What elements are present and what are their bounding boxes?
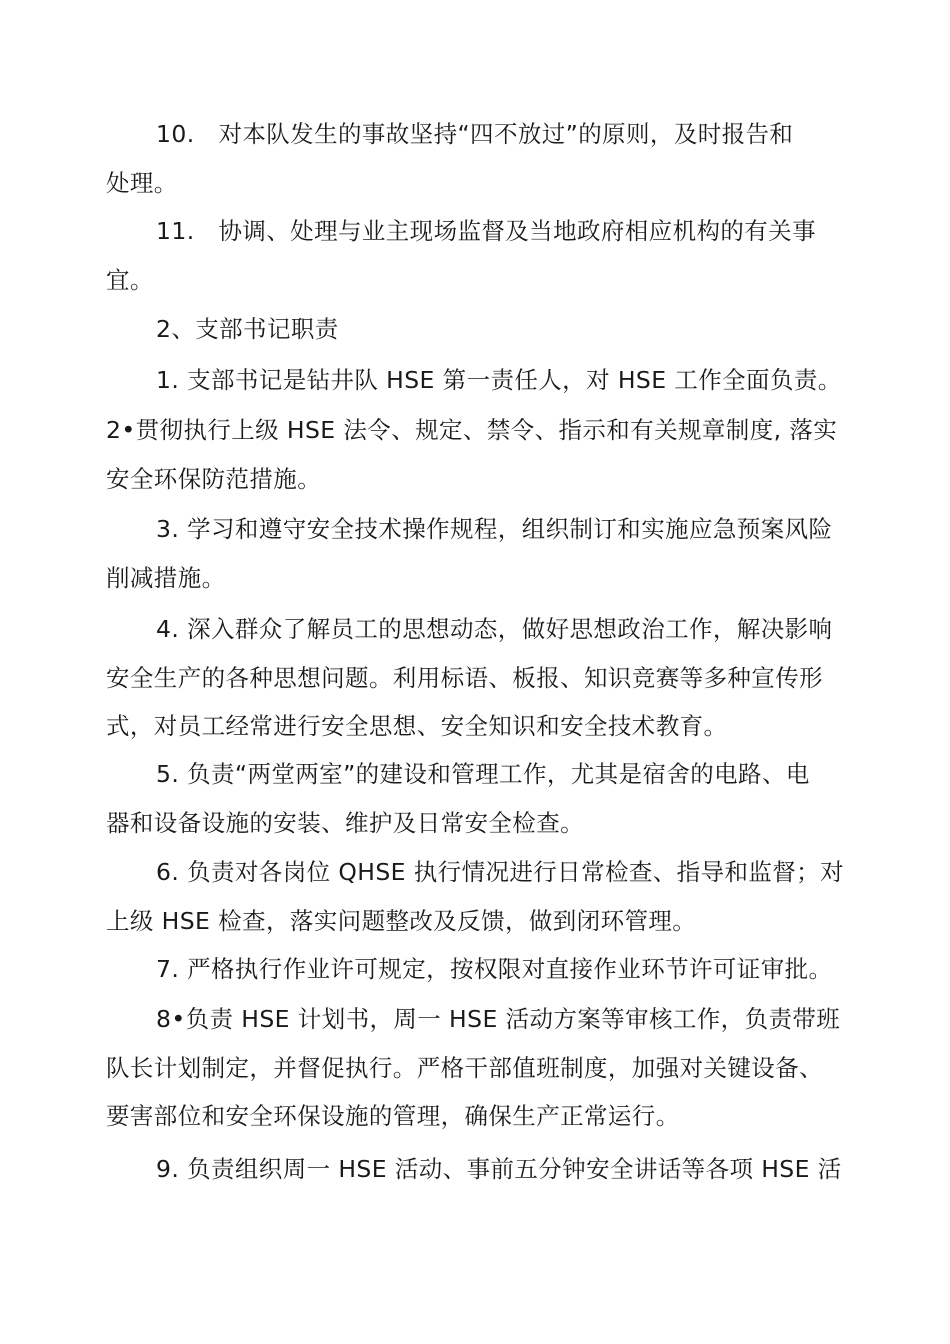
duty-item-1 [106, 356, 846, 405]
paragraph-line: 式，对员工经常进行安全思想、安全知识和安全技术教育。 [106, 712, 728, 740]
paragraph-line: 削减措施。 [106, 563, 226, 592]
paragraph-line: 宜。 [106, 265, 154, 294]
paragraph-line: 处理。 [106, 168, 178, 197]
paragraph-line: 11. 协调、处理与业主现场监督及当地政府相应机构的有关事 [156, 217, 816, 245]
section-heading [106, 305, 846, 354]
duty-item-5 [106, 750, 846, 847]
duty-item-3 [106, 505, 846, 602]
paragraph-line: 要害部位和安全环保设施的管理，确保生产正常运行。 [106, 1102, 680, 1130]
duty-item-4 [106, 605, 846, 751]
paragraph-line: 5. 负责“两堂两室”的建设和管理工作，尤其是宿舍的电路、电 [156, 760, 810, 788]
duty-item-9 [106, 1145, 846, 1194]
paragraph-line: 1. 支部书记是钻井队 HSE 第一责任人，对 HSE 工作全面负责。 [156, 366, 842, 394]
paragraph-line: 安全环保防范措施。 [106, 464, 322, 493]
duty-item-7 [106, 945, 846, 994]
paragraph-line: 器和设备设施的安装、维护及日常安全检查。 [106, 808, 584, 837]
duty-item-6 [106, 848, 846, 945]
paragraph-line: 队长计划制定，并督促执行。严格干部值班制度，加强对关键设备、 [106, 1053, 823, 1082]
paragraph-line: 7. 严格执行作业许可规定，按权限对直接作业环节许可证审批。 [156, 955, 833, 983]
paragraph-line: 6. 负责对各岗位 QHSE 执行情况进行日常检查、指导和监督；对 [156, 858, 844, 886]
paragraph-item-11 [106, 207, 846, 304]
paragraph-line: 3. 学习和遵守安全技术操作规程，组织制订和实施应急预案风险 [156, 515, 833, 543]
paragraph-item-10 [106, 110, 846, 207]
paragraph-line: 8•负责 HSE 计划书，周一 HSE 活动方案等审核工作，负责带班 [156, 1005, 841, 1033]
paragraph-line: 9. 负责组织周一 HSE 活动、事前五分钟安全讲话等各项 HSE 活 [156, 1155, 842, 1183]
paragraph-line: 安全生产的各种思想问题。利用标语、板报、知识竞赛等多种宣传形 [106, 663, 823, 692]
paragraph-line: 上级 HSE 检查，落实问题整改及反馈，做到闭环管理。 [106, 906, 697, 935]
duty-item-8 [106, 995, 846, 1141]
section-heading-text: 2、支部书记职责 [156, 315, 339, 343]
paragraph-line: 10. 对本队发生的事故坚持“四不放过”的原则，及时报告和 [156, 120, 794, 148]
paragraph-line: 4. 深入群众了解员工的思想动态，做好思想政治工作，解决影响 [156, 615, 833, 643]
duty-item-2 [106, 406, 846, 503]
paragraph-line: 2•贯彻执行上级 HSE 法令、规定、禁令、指示和有关规章制度, 落实 [106, 416, 838, 444]
